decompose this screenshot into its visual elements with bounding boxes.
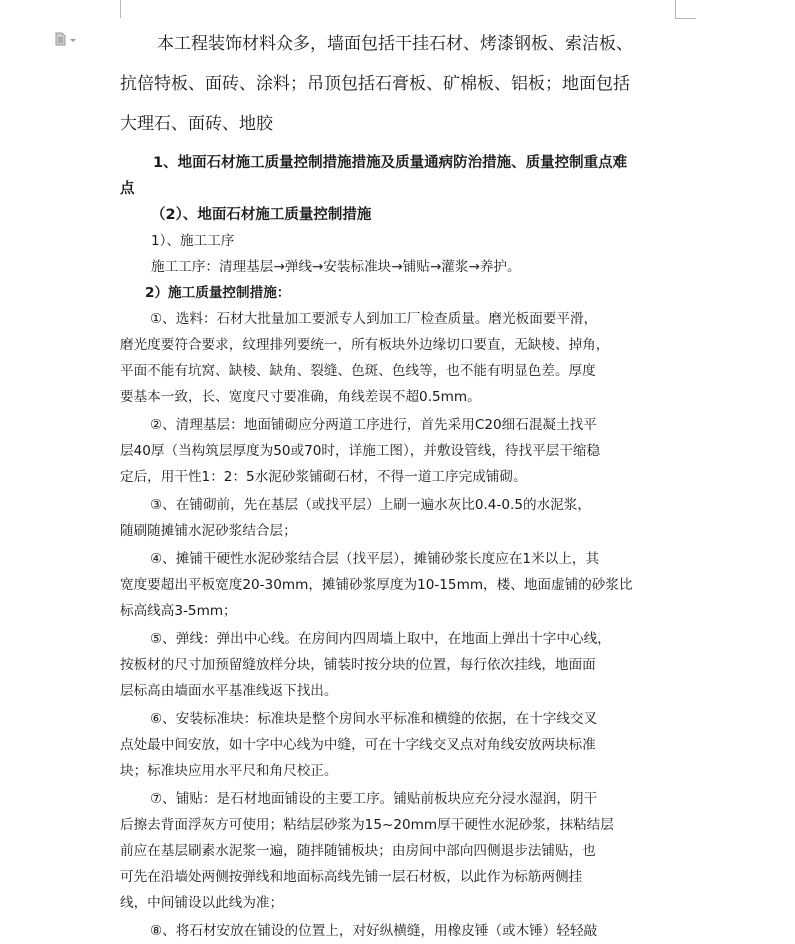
list-item: ⑥、安装标准块：标准块是整个房间水平标准和横缝的依据，在十字线交叉 点处最中间安放，如十字中心线为中缝，可在十字线交叉点对角线安放两块标准 块；标准块应用水平尺和角尺校正。 (120, 711, 598, 779)
subsection-heading: （2）、地面石材施工质量控制措施 (151, 207, 372, 223)
page-corner-mark-right (675, 0, 696, 19)
list-item: ⑧、将石材安放在铺设的位置上，对好纵横缝，用橡皮锤（或木锤）轻轻敲 (150, 923, 598, 939)
step-heading: 1）、施工工序 (151, 233, 235, 249)
process-sequence: 施工工序：清理基层→弹线→安装标准块→铺贴→灌浆→养护。 (151, 259, 521, 275)
intro-line: 大理石、面砖、地胶 (120, 114, 273, 134)
page-corner-mark-left (120, 0, 121, 18)
step-heading-measures: 2）施工质量控制措施： (145, 285, 291, 301)
document-icon[interactable] (55, 32, 79, 46)
list-item: ④、摊铺干硬性水泥砂浆结合层（找平层），摊铺砂浆长度应在1米以上，其 宽度要超出平板宽度20-30mm，摊铺砂浆厚度为10-15mm，楼、地面虚铺的砂浆比 标高线高3-5mm； (120, 551, 633, 619)
list-item: ②、清理基层：地面铺砌应分两道工序进行，首先采用C20细石混凝土找平 层40厚（当构筑层厚度为50或70时，详施工图），并敷设管线，待找平层干缩稳 定后，用干性1：2：5水泥砂浆铺砌石材，不得一道工序完成铺砌。 (120, 417, 601, 485)
heading-line: 1、地面石材施工质量控制措施措施及质量通病防治措施、质量控制重点难 (153, 155, 628, 171)
intro-paragraph (120, 24, 676, 144)
intro-line: 抗倍特板、面砖、涂料；吊顶包括石膏板、矿棉板、铝板；地面包括 (120, 74, 630, 94)
intro-line: 本工程装饰材料众多，墙面包括干挂石材、烤漆钢板、索洁板、 (157, 34, 633, 54)
list-item: ⑦、铺贴：是石材地面铺设的主要工序。铺贴前板块应充分浸水湿润，阴干 后擦去背面浮灰方可使用；粘结层砂浆为15~20mm厚干硬性水泥砂浆，抹粘结层 前应在基层刷素水泥浆一遍，随拌随铺板块；由房间中部向四侧退步法铺贴，也 可先在沿墙处两侧按弹线和地面标高线先铺一层石材板，以此作为标筋两侧挂 线，中间铺设以此线为准； (120, 791, 614, 911)
heading-line: 点 (120, 181, 135, 197)
list-item: ③、在铺砌前，先在基层（或找平层）上刷一遍水灰比0.4-0.5的水泥浆， 随刷随摊铺水泥砂浆结合层； (120, 497, 591, 539)
list-item: ①、选料：石材大批量加工要派专人到加工厂检查质量。磨光板面要平滑， 磨光度要符合要求，纹理排列要统一，所有板块外边缘切口要直，无缺棱、掉角， 平面不能有坑窝、缺棱、缺角、裂缝、色斑、色线等，也不能有明显色差。厚度 要基本一致，长、宽度尺寸要准确，角线差误不超0.5mm。 (120, 311, 610, 405)
chevron-down-icon (70, 39, 76, 42)
section-heading (120, 150, 676, 202)
document-page (120, 24, 676, 944)
list-item: ⑤、弹线：弹出中心线。在房间内四周墙上取中，在地面上弹出十字中心线， 按板材的尺寸加预留缝放样分块，铺装时按分块的位置，每行依次挂线，地面面 层标高由墙面水平基准线返下找出。 (120, 631, 611, 699)
